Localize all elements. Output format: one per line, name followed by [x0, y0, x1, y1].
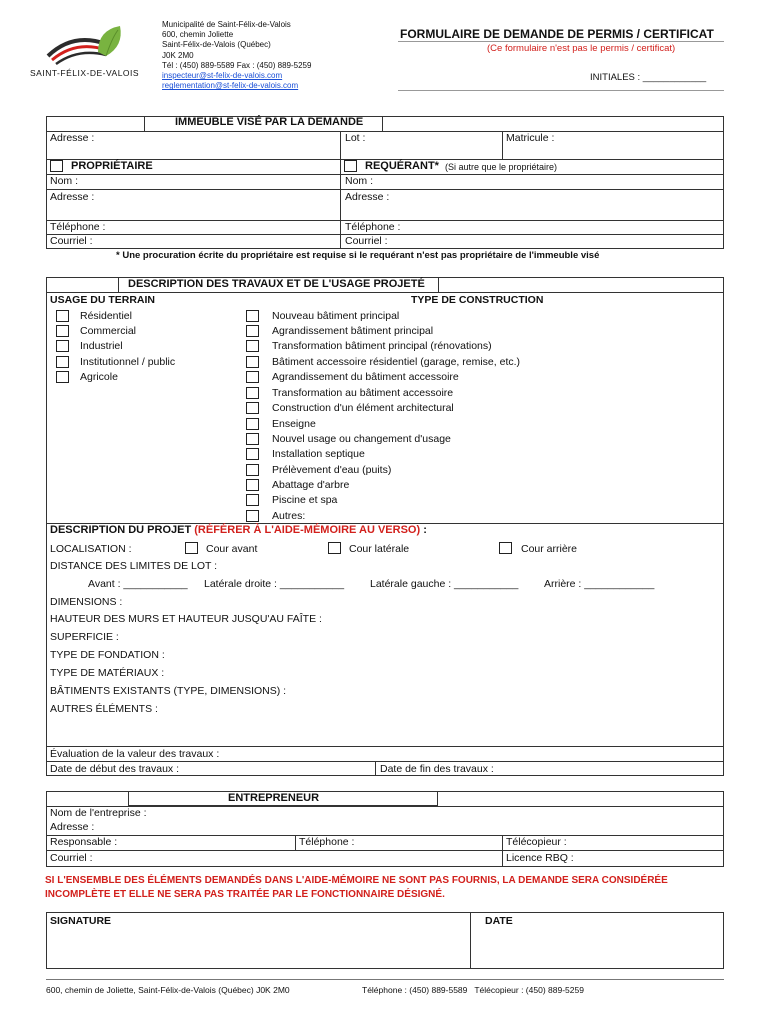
cour-avant-checkbox[interactable]: [185, 542, 198, 554]
construction-checkbox[interactable]: [246, 310, 259, 322]
construction-checkbox[interactable]: [246, 340, 259, 352]
immeuble-matricule[interactable]: Matricule :: [506, 132, 555, 144]
email-link[interactable]: reglementation@st-felix-de-valois.com: [162, 81, 299, 91]
divider: [46, 761, 724, 762]
construction-label: Installation septique: [272, 448, 365, 460]
usage-checkbox[interactable]: [56, 310, 69, 322]
date-debut-field[interactable]: Date de début des travaux :: [50, 763, 179, 775]
logo: [28, 22, 138, 82]
autres-elements-field[interactable]: AUTRES ÉLÉMENTS :: [50, 703, 158, 715]
form-title-underline: [398, 41, 724, 42]
org-line: Municipalité de Saint-Félix-de-Valois: [162, 20, 291, 29]
construction-label: Agrandissement du bâtiment accessoire: [272, 371, 459, 383]
header-divider: [398, 90, 724, 91]
usage-label: Commercial: [80, 325, 137, 337]
footer-divider: [46, 979, 724, 980]
construction-label: Abattage d'arbre: [272, 479, 350, 491]
footer-address: 600, chemin de Joliette, Saint-Félix-de-Valois (Québec) J0K 2M0: [46, 985, 290, 995]
requerant-checkbox[interactable]: [344, 160, 357, 172]
construction-checkbox[interactable]: [246, 325, 259, 337]
divider: [46, 174, 724, 175]
construction-label: Nouveau bâtiment principal: [272, 310, 400, 322]
arriere-field[interactable]: Arrière : ____________: [544, 578, 655, 590]
logo-text: SAINT-FÉLIX-DE-VALOIS: [30, 68, 140, 78]
divider: [502, 835, 503, 867]
projet-title: [50, 524, 427, 536]
divider: [46, 835, 724, 836]
entrepreneur-courriel[interactable]: Courriel :: [50, 852, 93, 864]
construction-label: Enseigne: [272, 418, 316, 430]
proprietaire-nom[interactable]: Nom :: [50, 175, 79, 187]
org-line: Saint-Félix-de-Valois (Québec): [162, 40, 271, 50]
construction-label: Construction d'un élément architectural: [272, 402, 454, 414]
construction-checkbox[interactable]: [246, 464, 259, 476]
email-link[interactable]: inspecteur@st-felix-de-valois.com: [162, 71, 283, 81]
form-subtitle: (Ce formulaire n'est pas le permis / certificat): [487, 43, 676, 54]
evaluation-field[interactable]: Évaluation de la valeur des travaux :: [50, 748, 220, 760]
usage-checkbox[interactable]: [56, 325, 69, 337]
requerant-title: REQUÉRANT*: [365, 160, 439, 172]
construction-label: Transformation bâtiment principal (rénovations): [272, 340, 492, 352]
construction-label: Transformation au bâtiment accessoire: [272, 387, 454, 399]
logo-icon: [28, 22, 138, 72]
usage-label: Institutionnel / public: [80, 356, 176, 368]
immeuble-title-box-left: [144, 116, 145, 131]
entrepreneur-telecopieur[interactable]: Télécopieur :: [506, 836, 567, 848]
divider: [46, 189, 724, 190]
requerant-adresse[interactable]: Adresse :: [345, 191, 390, 203]
usage-label: Agricole: [80, 371, 118, 383]
construction-label: Autres:: [272, 510, 306, 522]
proprietaire-adresse[interactable]: Adresse :: [50, 191, 95, 203]
construction-checkbox[interactable]: [246, 448, 259, 460]
initials-field[interactable]: INITIALES : ____________: [590, 72, 707, 83]
materiaux-field[interactable]: TYPE DE MATÉRIAUX :: [50, 667, 165, 679]
warning-line: SI L'ENSEMBLE DES ÉLÉMENTS DEMANDÉS DANS L'AIDE-MÉMOIRE NE SONT PAS FOURNIS, LA DEMANDE SERA CONSIDÉRÉE: [45, 875, 668, 886]
requerant-note: (Si autre que le propriétaire): [445, 162, 558, 172]
construction-label: Prélèvement d'eau (puits): [272, 464, 392, 476]
cour-laterale-checkbox[interactable]: [328, 542, 341, 554]
construction-title: TYPE DE CONSTRUCTION: [411, 294, 544, 306]
divider: [46, 806, 724, 807]
usage-checkbox[interactable]: [56, 340, 69, 352]
divider: [46, 746, 724, 747]
construction-checkbox[interactable]: [246, 479, 259, 491]
proprietaire-telephone[interactable]: Téléphone :: [50, 221, 106, 233]
entrepreneur-title: ENTREPRENEUR: [228, 792, 320, 804]
immeuble-title: IMMEUBLE VISÉ PAR LA DEMANDE: [175, 116, 364, 128]
immeuble-title-box-right: [382, 116, 383, 131]
localisation-label: LOCALISATION :: [50, 543, 132, 555]
proprietaire-checkbox[interactable]: [50, 160, 63, 172]
signature-label: SIGNATURE: [50, 915, 112, 927]
requerant-telephone[interactable]: Téléphone :: [345, 221, 401, 233]
cour-arriere-checkbox[interactable]: [499, 542, 512, 554]
divider: [502, 131, 503, 160]
cour-avant-label: Cour avant: [206, 543, 258, 555]
warning-line: INCOMPLÈTE ET ELLE NE SERA PAS TRAITÉE PAR LE FONCTIONNAIRE DÉSIGNÉ.: [45, 889, 445, 900]
divider: [340, 159, 341, 249]
cour-arriere-label: Cour arrière: [521, 543, 578, 555]
projet-title-main: DESCRIPTION DU PROJET: [50, 524, 192, 536]
usage-title: USAGE DU TERRAIN: [50, 294, 156, 306]
construction-checkbox[interactable]: [246, 418, 259, 430]
travaux-title: DESCRIPTION DES TRAVAUX ET DE L'USAGE PROJETÉ: [128, 278, 425, 290]
cour-laterale-label: Cour latérale: [349, 543, 410, 555]
hauteur-field[interactable]: HAUTEUR DES MURS ET HAUTEUR JUSQU'AU FAÎTE :: [50, 613, 322, 625]
entrepreneur-telephone[interactable]: Téléphone :: [299, 836, 355, 848]
divider: [46, 292, 724, 293]
laterale-droite-field[interactable]: Latérale droite : ___________: [204, 578, 345, 590]
construction-checkbox[interactable]: [246, 402, 259, 414]
entrepreneur-licence[interactable]: Licence RBQ :: [506, 852, 574, 864]
org-line: 600, chemin Joliette: [162, 30, 234, 40]
projet-title-reference: (RÉFÉRER À L'AIDE-MÉMOIRE AU VERSO): [194, 524, 421, 536]
form-title: FORMULAIRE DE DEMANDE DE PERMIS / CERTIFICAT: [400, 27, 714, 41]
divider: [46, 850, 724, 851]
divider: [295, 835, 296, 850]
immeuble-lot[interactable]: Lot :: [345, 132, 366, 144]
construction-checkbox[interactable]: [246, 371, 259, 383]
signature-section: [46, 912, 724, 969]
entrepreneur-adresse[interactable]: Adresse :: [50, 821, 95, 833]
divider: [340, 131, 341, 160]
immeuble-adresse[interactable]: Adresse :: [50, 132, 95, 144]
construction-label: Nouvel usage ou changement d'usage: [272, 433, 451, 445]
entrepreneur-responsable[interactable]: Responsable :: [50, 836, 118, 848]
construction-checkbox[interactable]: [246, 494, 259, 506]
usage-label: Résidentiel: [80, 310, 132, 322]
superficie-field[interactable]: SUPERFICIE :: [50, 631, 119, 643]
laterale-gauche-field[interactable]: Latérale gauche : ___________: [370, 578, 519, 590]
entrepreneur-nom[interactable]: Nom de l'entreprise :: [50, 807, 147, 819]
construction-checkbox[interactable]: [246, 433, 259, 445]
org-block: [162, 20, 311, 91]
usage-checkbox[interactable]: [56, 371, 69, 383]
usage-label: Industriel: [80, 340, 123, 352]
construction-label: Piscine et spa: [272, 494, 338, 506]
procuration-note: * Une procuration écrite du propriétaire est requise si le requérant n'est pas propriétaire de l'immeuble visé: [116, 250, 600, 261]
date-label: DATE: [485, 915, 513, 927]
date-fin-field[interactable]: Date de fin des travaux :: [380, 763, 494, 775]
fondation-field[interactable]: TYPE DE FONDATION :: [50, 649, 165, 661]
proprietaire-courriel[interactable]: Courriel :: [50, 235, 93, 247]
proprietaire-title: PROPRIÉTAIRE: [71, 160, 153, 172]
org-line: J0K 2M0: [162, 50, 194, 60]
dimensions-field[interactable]: DIMENSIONS :: [50, 596, 123, 608]
travaux-title-box-right: [438, 277, 439, 292]
construction-label: Bâtiment accessoire résidentiel (garage, remise, etc.): [272, 356, 521, 368]
divider: [375, 761, 376, 776]
construction-checkbox[interactable]: [246, 510, 259, 522]
requerant-nom[interactable]: Nom :: [345, 175, 374, 187]
org-line: Tél : (450) 889-5589 Fax : (450) 889-5259: [162, 60, 312, 70]
immeuble-row-line: [46, 131, 724, 132]
requerant-courriel[interactable]: Courriel :: [345, 235, 388, 247]
distance-label: DISTANCE DES LIMITES DE LOT :: [50, 560, 218, 572]
footer-phones: Téléphone : (450) 889-5589 Télécopieur : (450) 889-5259: [362, 985, 584, 995]
projet-title-colon: :: [423, 524, 427, 536]
construction-checkbox[interactable]: [246, 387, 259, 399]
usage-checkbox[interactable]: [56, 356, 69, 368]
construction-label: Agrandissement bâtiment principal: [272, 325, 434, 337]
incomplete-warning: [45, 874, 668, 902]
batiments-existants-field[interactable]: BÂTIMENTS EXISTANTS (TYPE, DIMENSIONS) :: [50, 685, 287, 697]
avant-field[interactable]: Avant : ___________: [88, 578, 188, 590]
divider: [470, 912, 471, 969]
construction-checkbox[interactable]: [246, 356, 259, 368]
travaux-title-box-left: [118, 277, 119, 292]
